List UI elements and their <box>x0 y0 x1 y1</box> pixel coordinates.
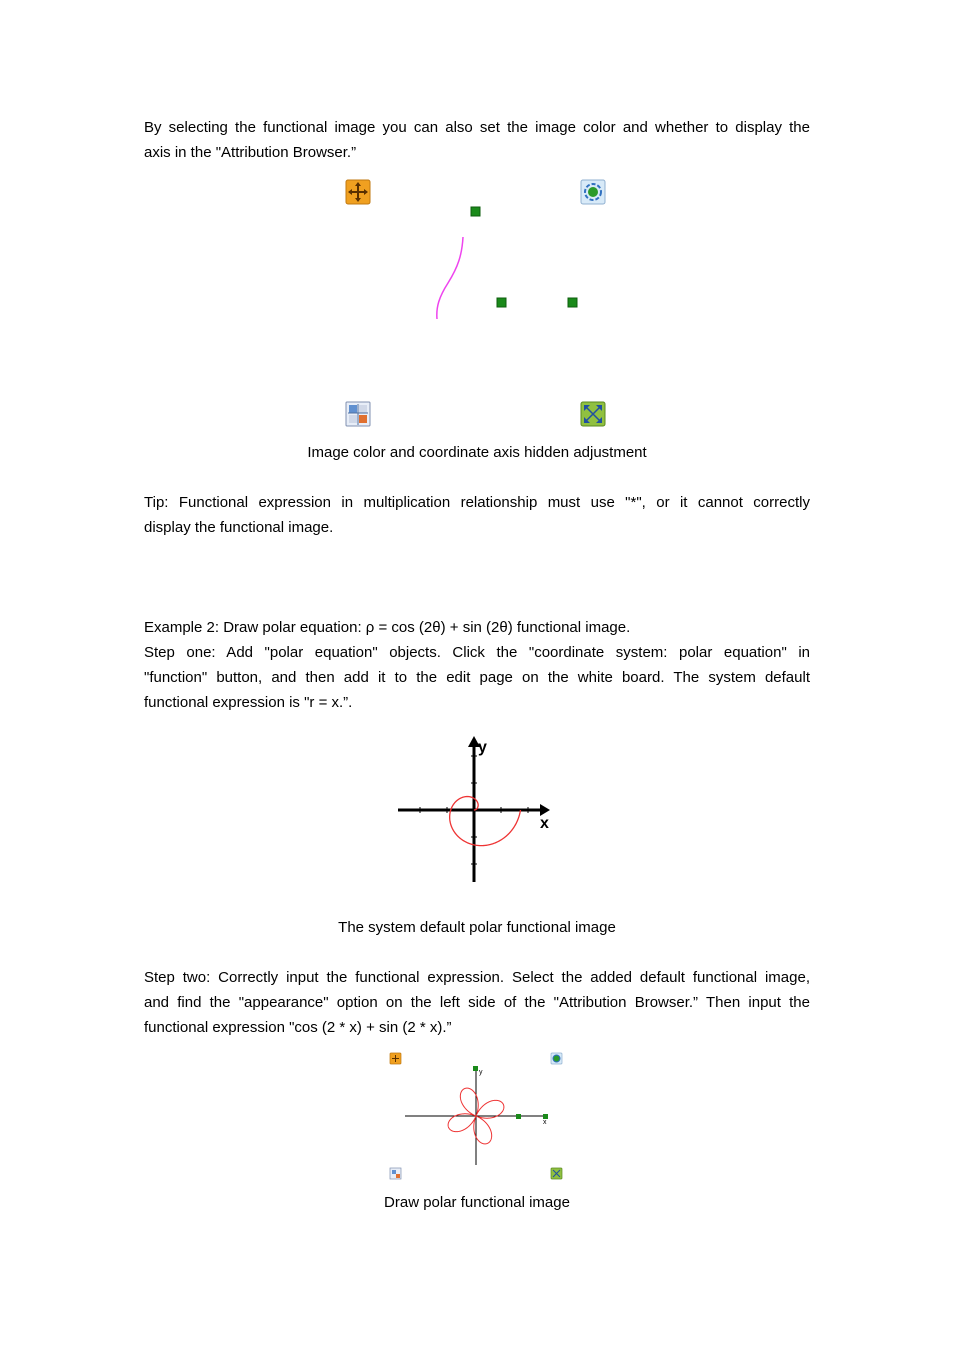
rotate-icon[interactable] <box>551 1053 562 1064</box>
handle-middle <box>516 1114 521 1119</box>
handle-right <box>568 298 577 307</box>
rotate-icon[interactable] <box>581 180 605 204</box>
properties-icon[interactable] <box>346 402 370 426</box>
handle-middle <box>497 298 506 307</box>
handle-right <box>543 1114 548 1119</box>
intro-line-1: By selecting the functional image you can also set the image color and whether to display the <box>144 119 810 136</box>
figure-rose-polar <box>385 1048 570 1184</box>
figure-color-axis-adjustment <box>340 175 620 435</box>
x-axis-label: x <box>540 815 549 832</box>
example-2-line-4: functional expression is "r = x.”. <box>144 694 353 711</box>
resize-icon[interactable] <box>581 402 605 426</box>
step-two-line-1: Step two: Correctly input the functional expression. Select the added default functional image, <box>144 969 810 986</box>
step-two-line-2: and find the "appearance" option on the left side of the "Attribution Browser.” Then input the <box>144 994 810 1011</box>
example-2-line-2: Step one: Add "polar equation" objects. Click the "coordinate system: polar equation" in <box>144 644 810 661</box>
properties-icon[interactable] <box>390 1168 401 1179</box>
tip-paragraph <box>144 490 810 540</box>
spiral-curve <box>450 797 521 846</box>
tip-line-1: Tip: Functional expression in multiplication relationship must use "*", or it cannot correctly <box>144 494 810 511</box>
caption-figure-3: Draw polar functional image <box>384 1194 570 1211</box>
handle-top <box>473 1066 478 1071</box>
example-2-line-1: Example 2: Draw polar equation: ρ = cos (2θ) + sin (2θ) functional image. <box>144 619 631 636</box>
intro-line-2: axis in the "Attribution Browser.” <box>144 144 357 161</box>
y-axis-label: y <box>479 1069 483 1076</box>
resize-icon[interactable] <box>551 1168 562 1179</box>
figure-default-polar <box>390 732 560 892</box>
y-axis-label: y <box>478 739 487 756</box>
caption-figure-2: The system default polar functional image <box>338 919 616 936</box>
intro-paragraph <box>144 115 810 165</box>
caption-figure-1: Image color and coordinate axis hidden adjustment <box>307 444 647 461</box>
x-axis-label: x <box>543 1119 547 1126</box>
function-curve <box>437 237 463 319</box>
move-icon[interactable] <box>346 180 370 204</box>
handle-top <box>471 207 480 216</box>
step-two-line-3: functional expression "cos (2 * x) + sin (2 * x).” <box>144 1019 452 1036</box>
tip-line-2: display the functional image. <box>144 519 334 536</box>
step-two-paragraph <box>144 965 810 1040</box>
example-2-line-3: "function" button, and then add it to the edit page on the white board. The system default <box>144 669 810 686</box>
move-icon[interactable] <box>390 1053 401 1064</box>
example-2-paragraph <box>144 615 810 715</box>
